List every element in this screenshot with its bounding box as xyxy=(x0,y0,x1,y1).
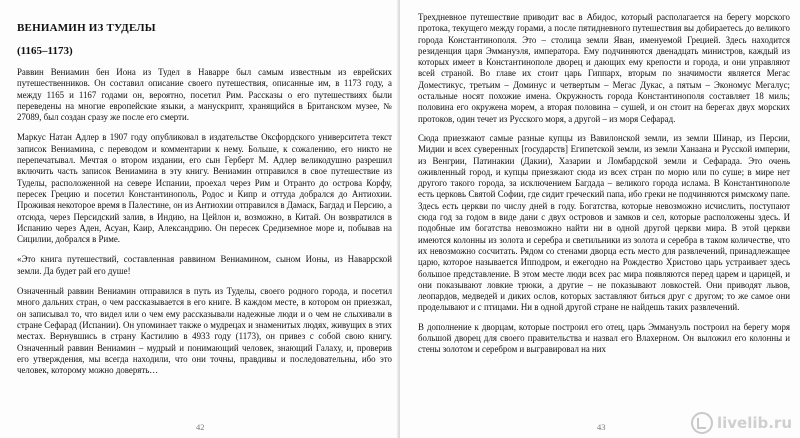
page-number-left: 42 xyxy=(196,422,205,432)
left-paragraph-1: Раввин Вениамин бен Иона из Тудел в Наварре был самым известным из еврейских путешественников. Он составил описание своего путешествия, описанные им, в 1173 году, а между 1165 и 1167 годами он, вероятно, посетил Рим. Рассказы о его путешествиях были переведены на многие европейские языки, а манускрипт, хранящийся в Британском музее, № 27089, был создан сразу же после его смерти. xyxy=(17,67,392,123)
livelib-logo-icon xyxy=(691,412,713,434)
right-paragraph-3: В дополнение к дворцам, которые построил его отец, царь Эммануэль построил на берегу моря большой дворец для своего правительства и назвал его Влахерном. Он выложил его колонны и стены золотом и серебром и выгравировал на них xyxy=(418,321,790,355)
chapter-title: ВЕНИАМИН ИЗ ТУДЕЛЫ xyxy=(17,22,156,34)
right-page xyxy=(400,0,800,438)
left-paragraph-4: Означенный раввин Вениамин отправился в путь из Туделы, своего родного города, и посетил много дальних стран, о чем рассказывается в его книге. В каждом месте, в котором он приезжал, он записывал то, что видел или о чем ему рассказывали надежные люди и о чем не слыхивали в стране Сефарад (Испании). Он упоминает также о мудрецах и знаменитых людях, живущих в этих местах. Вернувшись в страну Кастилию в 4933 году (1173), он привез с собой свою книгу. Означенный раввин Вениамин – мудрый и понимающий человек, знающий Галаху, и, проверив его утверждения, мы всегда находили, что они точны, правдивы и последовательны, ибо это человек, которому можно доверять… xyxy=(17,286,392,376)
watermark-text: livelib.ru xyxy=(716,414,792,432)
right-paragraph-2: Сюда приезжают самые разные купцы из Вавилонской земли, из земли Шинар, из Персии, Мидии и всех суверенных [государств] Египетской земли, из земли Ханаана и Русской империи, из Венгрии, Патинакии (Дакии), Хазарии и Ломбардской земли и Сефарада. Это очень оживленный город, и купцы приезжают сюда из всех стран по морю или по суше; в мире нет другого такого города, за исключением Багдада – великого города ислама. В Константинополе есть церковь Святой Софии, где сидит греческий папа, ибо греки не подчиняются римскому папе. Здесь есть церкви по числу дней в году. Богатства, которые невозможно исчислить, поступают сюда год за годом в виде дани с двух островов и замков и сел, которые расположены здесь. И подобные им богатства невозможно найти ни в одной другой церкви мира. В этой церкви имеются колонны из золота и серебра и светильники из золота и серебра в таком количестве, что их невозможно сосчитать. Рядом со стенами дворца есть место для развлечений, принадлежащее царю, которое называется Ипподром, и ежегодно на Рождество Христово царь устраивает здесь большое представление. В этом месте люди всех рас мира появляются перед царем и царицей, и они показывают ловкие трюки, а другие – не показывают ловкостей. Они приводят львов, леопардов, медведей и диких ослов, которых заставляют биться друг с другом; то же самое они проделывают и с птицами. Ни в одной другой стране не найдешь таких развлечений. xyxy=(418,132,790,313)
left-paragraph-2: Маркус Натан Адлер в 1907 году опубликовал в издательстве Оксфордского университета текст записок Вениамина, с переводом и комментарии к нему. Больше, к сожалению, его никто не перепечатывал. Мечтая о втором издании, его сын Герберт М. Адлер великодушно разрешил включить часть записок Вениамина в эту книгу. Вениамин отправился в свое путешествие из Туделы, расположенной на севере Испании, проехал через Рим и Отранто до острова Корфу, пересек Грецию и посетил Константинополь, Родос и Кипр и оттуда добрался до Антиохии. Проживая некоторое время в Палестине, он из Антиохии отправился в Дамаск, Багдад и Персию, а отсюда, через Персидский залив, в Индию, на Цейлон и, возможно, в Китай. Он возвратился в Испанию через Аден, Асуан, Каир, Александрию. Он пересек Средиземное море и, побывав на Сицилии, добрался в Риме. xyxy=(17,132,392,245)
chapter-dates: (1165–1173) xyxy=(17,45,73,57)
watermark xyxy=(691,412,792,434)
page-number-right: 43 xyxy=(597,422,606,432)
left-paragraph-3: «Это книга путешествий, составленная раввином Вениамином, сыном Ионы, из Наваррской земли. Да будет рай его душе! xyxy=(17,254,392,276)
right-paragraph-1: Трехдневное путешествие приводит вас в Абидос, который располагается на берегу морского протока, текущего между горами, а после пятидневного путешествия вы добираетесь до великого города Константинополя. Это – столица земли Яван, именуемой Грецией. Здесь находится резиденция царя Эммануэля, императора. Ему подчиняются двенадцать министров, каждый из которых имеет в Константинополе дворец и дающих ему крепости и города, и они управляют всей страной. Во главе их стоит царь Гиппарх, вторым по значимости является Мегас Доместикус, третьим – Доминус и четвертым – Мегас Дукас, а пятым – Экономус Мегалус; остальные носят похожие имена. Окружность города Константинополя составляет 18 миль; половина его окружена морем, а вторая половина – сушей, и он стоит на берегах двух морских протоков, один течет из Русского моря, а другой – из моря Сефарад. xyxy=(418,12,790,124)
